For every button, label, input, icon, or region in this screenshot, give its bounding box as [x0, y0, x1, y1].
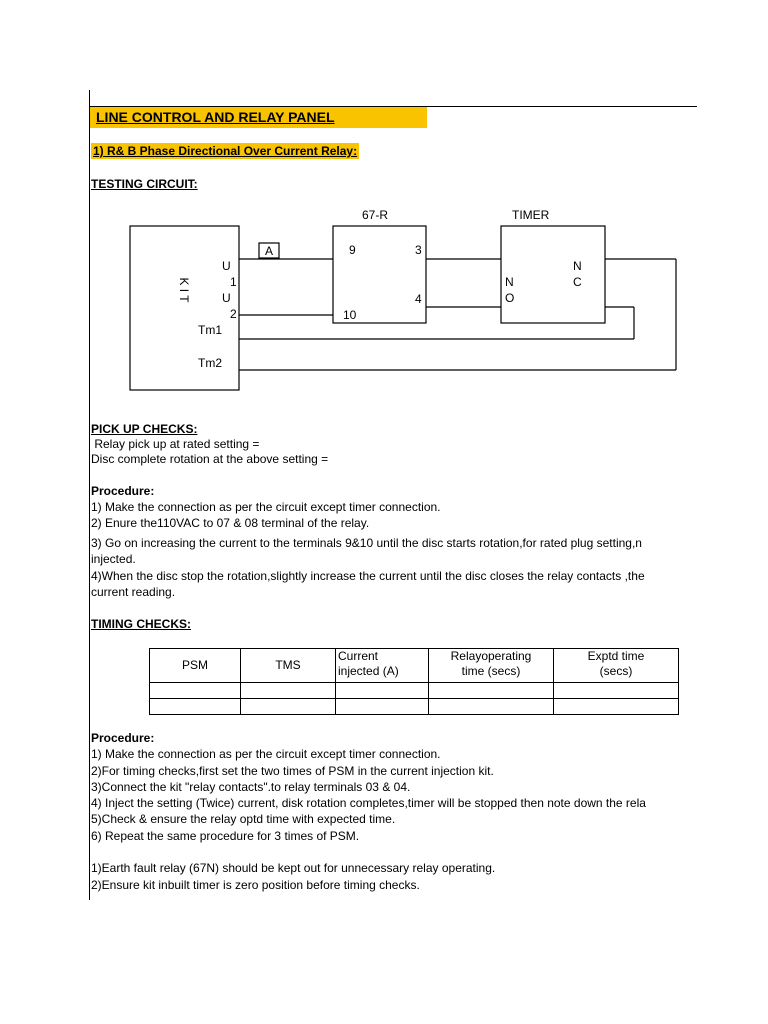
section-subtitle: 1) R& B Phase Directional Over Current Relay:: [93, 144, 358, 158]
pickup-heading: PICK UP CHECKS:: [91, 422, 198, 436]
procedure-1-step: current reading.: [91, 585, 176, 599]
timer-no-n: N: [505, 275, 514, 289]
col-header-psm: PSM: [150, 649, 241, 683]
timing-heading: TIMING CHECKS:: [91, 617, 191, 631]
kit-terminal-tm2: Tm2: [198, 356, 222, 370]
procedure-2-step: 4) Inject the setting (Twice) current, disk rotation completes,timer will be stopped then note down the rela: [91, 796, 646, 810]
procedure-heading-1: Procedure:: [91, 484, 155, 498]
procedure-2-step: 5)Check & ensure the relay optd time with expected time.: [91, 812, 396, 826]
col-header-tms: TMS: [241, 649, 336, 683]
pickup-line-1: Relay pick up at rated setting =: [91, 437, 260, 451]
timer-nc-n: N: [573, 259, 582, 273]
procedure-2-step: 1) Make the connection as per the circuit except timer connection.: [91, 747, 441, 761]
timer-label: TIMER: [512, 208, 550, 222]
ammeter-label: A: [265, 244, 274, 258]
col-header-current: Current injected (A): [336, 649, 429, 683]
procedure-1-step: 2) Enure the110VAC to 07 & 08 terminal of the relay.: [91, 516, 370, 530]
relay-terminal-3: 3: [415, 243, 422, 257]
relay-terminal-10: 10: [343, 308, 357, 322]
relay-terminal-4: 4: [415, 292, 422, 306]
kit-box: [130, 226, 239, 390]
timer-box: [501, 226, 605, 323]
procedure-1-step: injected.: [91, 552, 136, 566]
timer-no-o: O: [505, 291, 515, 305]
table-header-row: [150, 649, 679, 683]
note-line: 2)Ensure kit inbuilt timer is zero position before timing checks.: [91, 878, 420, 892]
timing-table: [149, 648, 679, 715]
procedure-2-step: 3)Connect the kit "relay contacts".to relay terminals 03 & 04.: [91, 780, 411, 794]
kit-label: K I T: [177, 277, 191, 303]
relay-label: 67-R: [362, 208, 389, 222]
procedure-heading-2: Procedure:: [91, 731, 155, 745]
kit-terminal-u1: U: [222, 259, 231, 273]
kit-terminal-tm1: Tm1: [198, 323, 222, 337]
kit-terminal-2: 2: [230, 307, 237, 321]
procedure-1-step: 1) Make the connection as per the circuit except timer connection.: [91, 500, 441, 514]
col-header-relay-time: Relayoperating time (secs): [429, 649, 554, 683]
procedure-1-step: 3) Go on increasing the current to the terminals 9&10 until the disc starts rotation,for rated plug setting,n: [91, 536, 642, 550]
relay-terminal-9: 9: [349, 243, 356, 257]
table-row: [150, 699, 679, 715]
timer-nc-c: C: [573, 275, 582, 289]
note-line: 1)Earth fault relay (67N) should be kept out for unnecessary relay operating.: [91, 861, 496, 875]
col-header-expected-time: Exptd time (secs): [554, 649, 679, 683]
procedure-1-step: 4)When the disc stop the rotation,slightly increase the current until the disc closes the relay contacts ,the: [91, 569, 645, 583]
testing-circuit-heading: TESTING CIRCUIT:: [91, 177, 198, 191]
kit-terminal-1: 1: [230, 275, 237, 289]
table-row: [150, 683, 679, 699]
procedure-2-step: 2)For timing checks,first set the two times of PSM in the current injection kit.: [91, 764, 494, 778]
testing-circuit-diagram: [0, 0, 768, 420]
pickup-line-2: Disc complete rotation at the above setting =: [91, 452, 329, 466]
kit-terminal-u2: U: [222, 291, 231, 305]
page-title: LINE CONTROL AND RELAY PANEL: [96, 109, 335, 125]
procedure-2-step: 6) Repeat the same procedure for 3 times of PSM.: [91, 829, 360, 843]
